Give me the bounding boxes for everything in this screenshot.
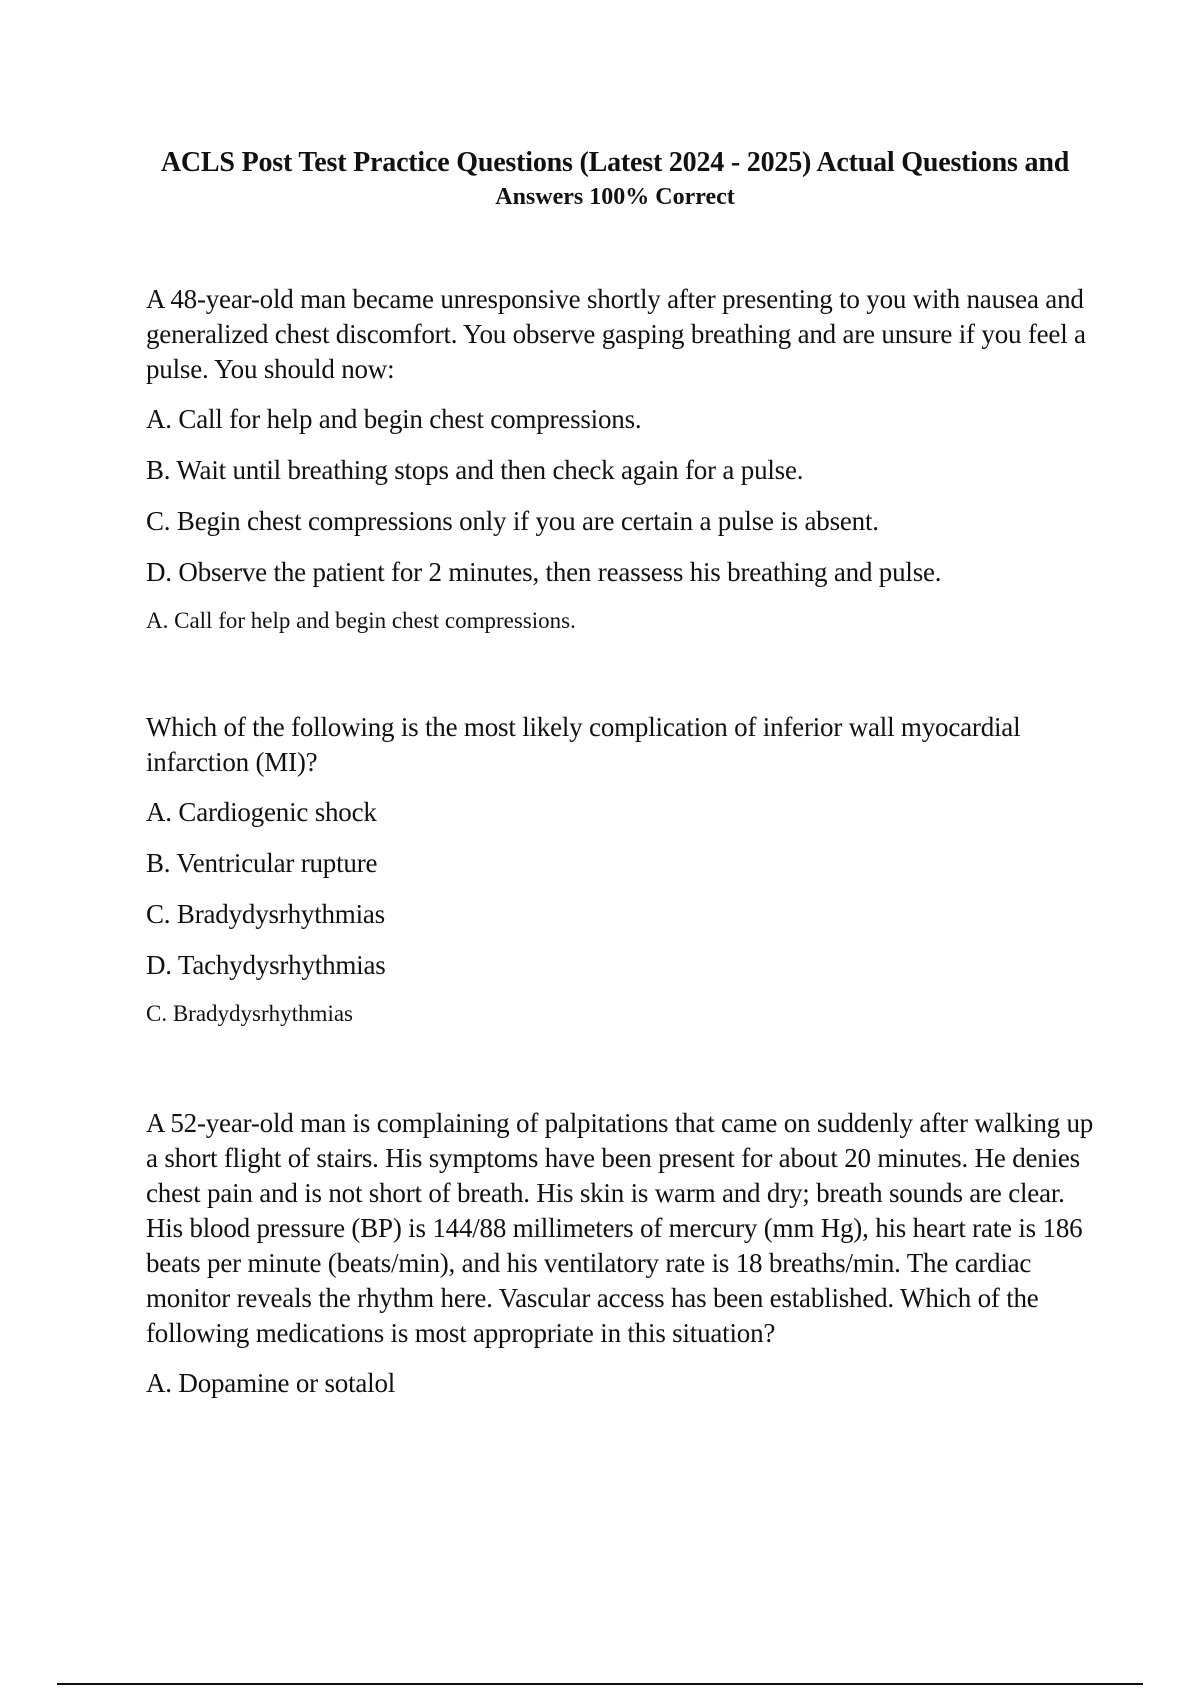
question-3-text: A 52-year-old man is complaining of palpitations that came on suddenly after walking up a short flight of stairs. His symptoms have been present for about 20 minutes. He denies chest pain and is not short of breath. His skin is warm and dry; breath sounds are clear. His blood pressure (BP) is 144/88 millimeters of mercury (mm Hg), his heart rate is 186 beats per minute (beats/min), and his ventilatory rate is 18 breaths/min. The cardiac monitor reveals the rhythm here. Vascular access has been established. Which of the following medications is most appropriate in this situation? — [146, 1108, 1094, 1348]
question-2-answer: C. Bradydysrhythmias — [146, 1001, 353, 1026]
question-2-option-c: C. Bradydysrhythmias — [146, 899, 385, 929]
question-1 — [146, 282, 1101, 637]
question-1-option-c: C. Begin chest compressions only if you are certain a pulse is absent. — [146, 506, 879, 536]
question-1-answer: A. Call for help and begin chest compressions. — [146, 608, 576, 633]
document-title-line-2: Answers 100% Correct — [495, 184, 735, 210]
question-1-option-a: A. Call for help and begin chest compressions. — [146, 404, 642, 434]
question-1-text: A 48-year-old man became unresponsive shortly after presenting to you with nausea and generalized chest discomfort. You observe gasping breathing and are unsure if you feel a pulse. You should now: — [146, 284, 1086, 384]
question-3-option-a: A. Dopamine or sotalol — [146, 1368, 396, 1398]
document-title — [140, 146, 1090, 212]
footer-divider — [57, 1683, 1143, 1685]
question-2 — [146, 710, 1101, 1030]
question-2-text: Which of the following is the most likely complication of inferior wall myocardial infarction (MI)? — [146, 712, 1021, 777]
question-3 — [146, 1106, 1101, 1416]
question-2-option-d: D. Tachydysrhythmias — [146, 950, 386, 980]
question-1-option-b: B. Wait until breathing stops and then check again for a pulse. — [146, 455, 804, 485]
question-2-option-a: A. Cardiogenic shock — [146, 797, 377, 827]
question-1-option-d: D. Observe the patient for 2 minutes, then reassess his breathing and pulse. — [146, 557, 942, 587]
question-2-option-b: B. Ventricular rupture — [146, 848, 378, 878]
document-title-line-1: ACLS Post Test Practice Questions (Latest 2024 - 2025) Actual Questions and — [160, 147, 1070, 178]
